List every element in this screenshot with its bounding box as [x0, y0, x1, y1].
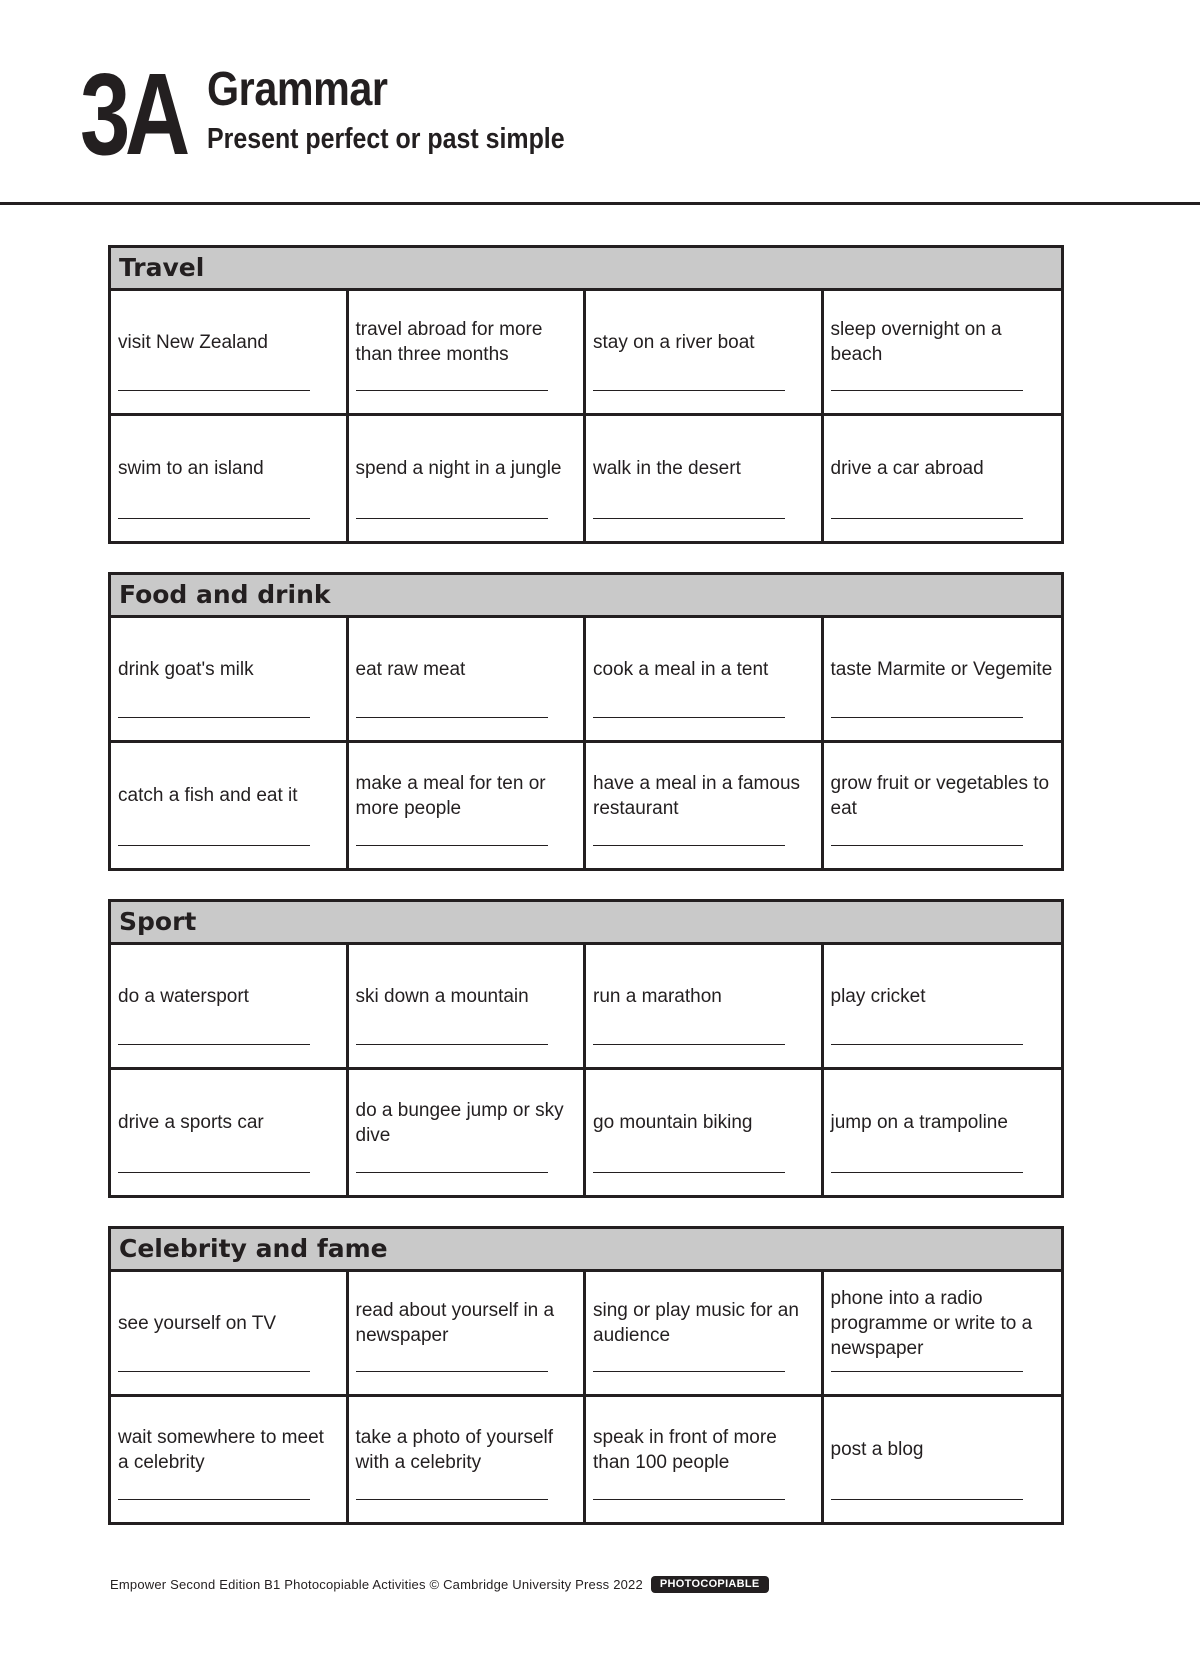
activity-cell — [349, 945, 587, 1070]
answer-line[interactable] — [831, 845, 1023, 846]
activity-text: post a blog — [830, 1439, 924, 1460]
page-header — [0, 0, 1200, 205]
answer-line[interactable] — [118, 1044, 310, 1045]
activity-cell — [349, 1272, 587, 1397]
activity-cell — [349, 1397, 587, 1522]
section-title: Food and drink — [111, 575, 1061, 618]
activity-cell — [586, 291, 824, 416]
activity-text: eat raw meat — [355, 658, 466, 680]
activity-cell — [824, 618, 1062, 743]
answer-line[interactable] — [118, 1172, 310, 1173]
section-celebrity-and-fame — [108, 1226, 1064, 1525]
activity-cell — [586, 416, 824, 541]
answer-line[interactable] — [593, 717, 785, 718]
activity-text: see yourself on TV — [118, 1312, 277, 1334]
section-sport — [108, 899, 1064, 1198]
answer-line[interactable] — [593, 1371, 785, 1372]
activity-text: have a meal in a famous restaurant — [593, 772, 801, 819]
copyright-text: Empower Second Edition B1 Photocopiable Activities © Cambridge University Press 2022 — [110, 1577, 643, 1592]
activity-text: sleep overnight on a beach — [830, 319, 1002, 365]
answer-line[interactable] — [593, 1499, 785, 1500]
activity-cell — [824, 743, 1062, 868]
activity-cell — [824, 291, 1062, 416]
activity-text: drive a car abroad — [830, 458, 984, 479]
answer-line[interactable] — [356, 518, 548, 519]
activity-cell — [111, 1272, 349, 1397]
activity-text: stay on a river boat — [593, 331, 755, 353]
activity-text: take a photo of yourself with a celebrity — [355, 1426, 554, 1473]
activity-cell — [824, 1070, 1062, 1195]
activity-grid — [111, 1272, 1061, 1522]
activity-text: jump on a trampoline — [830, 1112, 1008, 1133]
answer-line[interactable] — [593, 845, 785, 846]
answer-line[interactable] — [593, 390, 785, 391]
activity-text: swim to an island — [118, 458, 264, 479]
section-travel — [108, 245, 1064, 544]
page-subtitle: Present perfect or past simple — [207, 123, 565, 155]
activity-text: speak in front of more than 100 people — [593, 1426, 777, 1473]
activity-cell — [824, 416, 1062, 541]
section-title: Travel — [111, 248, 1061, 291]
section-food-and-drink — [108, 572, 1064, 871]
activity-cell — [824, 945, 1062, 1070]
activity-text: catch a fish and eat it — [118, 785, 298, 806]
header-divider — [0, 202, 1200, 205]
activity-text: grow fruit or vegetables to eat — [830, 772, 1050, 819]
answer-line[interactable] — [831, 1499, 1023, 1500]
answer-line[interactable] — [831, 717, 1023, 718]
page-title: Grammar — [207, 63, 388, 116]
activity-cell — [111, 1397, 349, 1522]
activity-cell — [586, 618, 824, 743]
activity-text: drive a sports car — [118, 1112, 264, 1133]
answer-line[interactable] — [356, 845, 548, 846]
answer-line[interactable] — [831, 1044, 1023, 1045]
activity-grid — [111, 618, 1061, 868]
activity-cell — [586, 1272, 824, 1397]
activity-cell — [111, 416, 349, 541]
answer-line[interactable] — [118, 1499, 310, 1500]
activity-text: go mountain biking — [593, 1112, 753, 1133]
section-title: Sport — [111, 902, 1061, 945]
activity-text: walk in the desert — [593, 458, 741, 479]
activity-cell — [349, 416, 587, 541]
answer-line[interactable] — [831, 390, 1023, 391]
answer-line[interactable] — [593, 518, 785, 519]
activity-cell — [824, 1397, 1062, 1522]
activity-text: do a watersport — [118, 985, 249, 1007]
unit-code: 3A — [80, 49, 185, 179]
answer-line[interactable] — [118, 717, 310, 718]
answer-line[interactable] — [118, 390, 310, 391]
activity-cell — [586, 1070, 824, 1195]
activity-cell — [111, 618, 349, 743]
activity-grid — [111, 291, 1061, 541]
activity-text: cook a meal in a tent — [593, 658, 769, 680]
activity-text: read about yourself in a newspaper — [355, 1300, 555, 1346]
activity-text: do a bungee jump or sky dive — [355, 1099, 564, 1146]
activity-text: run a marathon — [593, 985, 722, 1007]
activity-cell — [586, 743, 824, 868]
activity-text: sing or play music for an audience — [593, 1300, 799, 1346]
answer-line[interactable] — [118, 845, 310, 846]
activity-cell — [349, 1070, 587, 1195]
answer-line[interactable] — [593, 1044, 785, 1045]
answer-line[interactable] — [831, 518, 1023, 519]
answer-line[interactable] — [593, 1172, 785, 1173]
activity-text: visit New Zealand — [118, 331, 268, 353]
section-title: Celebrity and fame — [111, 1229, 1061, 1272]
activity-cell — [586, 1397, 824, 1522]
answer-line[interactable] — [831, 1371, 1023, 1372]
activity-cell — [824, 1272, 1062, 1397]
activity-text: drink goat's milk — [118, 658, 254, 680]
activity-text: ski down a mountain — [355, 985, 529, 1007]
activity-cell — [111, 743, 349, 868]
activity-cell — [111, 1070, 349, 1195]
activity-text: travel abroad for more than three months — [355, 319, 543, 365]
activity-text: wait somewhere to meet a celebrity — [118, 1426, 324, 1473]
answer-line[interactable] — [356, 1172, 548, 1173]
activity-cell — [111, 945, 349, 1070]
page-footer — [110, 1576, 769, 1593]
activity-cell — [111, 291, 349, 416]
answer-line[interactable] — [831, 1172, 1023, 1173]
answer-line[interactable] — [356, 390, 548, 391]
answer-line[interactable] — [356, 1499, 548, 1500]
activity-cell — [349, 618, 587, 743]
answer-line[interactable] — [118, 1371, 310, 1372]
answer-line[interactable] — [356, 717, 548, 718]
photocopiable-badge: PHOTOCOPIABLE — [651, 1576, 769, 1593]
answer-line[interactable] — [118, 518, 310, 519]
activity-cell — [349, 743, 587, 868]
activity-grid — [111, 945, 1061, 1195]
activity-text: phone into a radio programme or write to a newspaper — [830, 1287, 1033, 1359]
activity-cell — [586, 945, 824, 1070]
answer-line[interactable] — [356, 1044, 548, 1045]
activity-text: make a meal for ten or more people — [355, 772, 546, 819]
activity-text: play cricket — [830, 985, 926, 1007]
activity-text: taste Marmite or Vegemite — [830, 658, 1053, 680]
answer-line[interactable] — [356, 1371, 548, 1372]
activity-text: spend a night in a jungle — [355, 458, 562, 479]
activity-cell — [349, 291, 587, 416]
